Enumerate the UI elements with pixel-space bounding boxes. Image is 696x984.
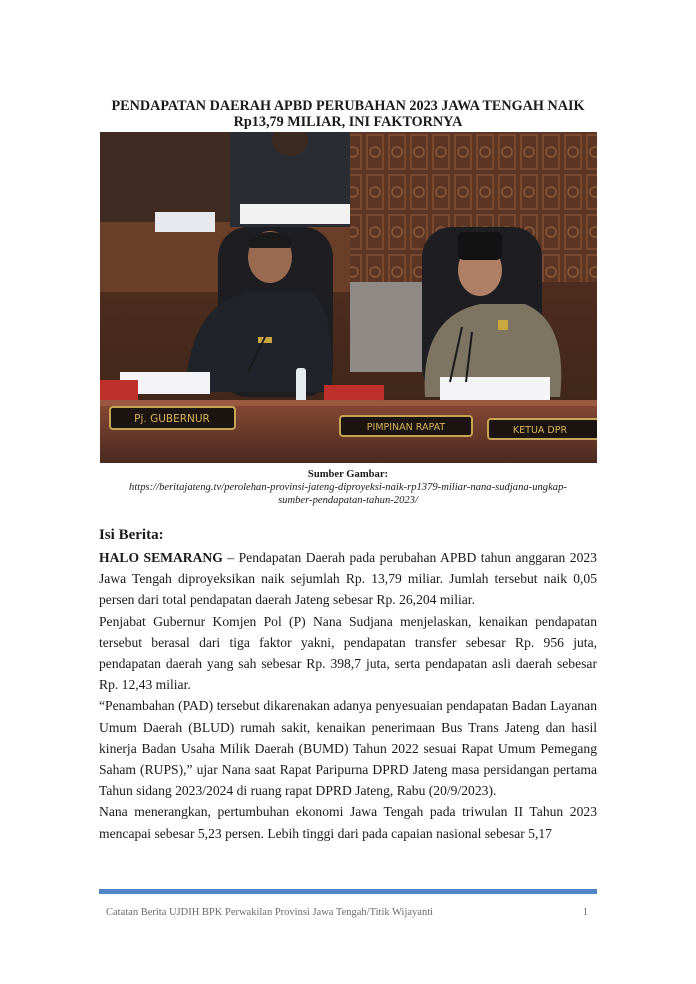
news-photo xyxy=(100,132,597,463)
paragraph-1 xyxy=(99,547,597,611)
caption-url-line-2: sumber-pendapatan-tahun-2023/ xyxy=(278,495,418,506)
article-title xyxy=(96,98,600,130)
section-heading: Isi Berita: xyxy=(99,527,164,543)
paragraph-2: Penjabat Gubernur Komjen Pol (P) Nana Sudjana menjelaskan, kenaikan pendapatan tersebut berasal dari tiga faktor yakni, pendapatan transfer sebesar Rp. 956 juta, pendapatan daerah yang sah sebesar Rp. 398,7 juta, serta pendapatan asli daerah sebesar Rp. 12,43 miliar. xyxy=(99,613,597,693)
caption-label: Sumber Gambar: xyxy=(307,469,389,480)
page-footer xyxy=(106,907,592,918)
caption-url-line-1: https://beritajateng.tv/perolehan-provinsi-jateng-diproyeksi-naik-rp1379-miliar-nana-sudjana-ungkap- xyxy=(129,482,567,493)
image-caption xyxy=(96,468,600,507)
nameplate-center: PIMPINAN RAPAT xyxy=(366,422,446,433)
article-body xyxy=(99,547,597,844)
paragraph-1-text: – Pendapatan Daerah pada perubahan APBD tahun anggaran 2023 Jawa Tengah diproyeksikan naik sejumlah Rp. 13,79 miliar. Jumlah tersebut naik 0,05 persen dari total pendapatan daerah Jateng sebesar Rp. 26,204 miliar. xyxy=(99,550,597,608)
article-title-line-1: PENDAPATAN DAERAH APBD PERUBAHAN 2023 JAWA TENGAH NAIK xyxy=(111,98,585,114)
paragraph-4: Nana menerangkan, pertumbuhan ekonomi Jawa Tengah pada triwulan II Tahun 2023 mencapai sebesar 5,23 persen. Lebih tinggi dari pada capaian nasional sebesar 5,17 xyxy=(99,804,597,841)
page-number: 1 xyxy=(582,907,588,918)
nameplate-left: Pj. GUBERNUR xyxy=(134,413,210,425)
nameplate-right: KETUA DPR xyxy=(512,425,568,436)
footer-divider xyxy=(99,889,597,894)
dateline: HALO SEMARANG xyxy=(99,550,223,565)
footer-text: Catatan Berita UJDIH BPK Perwakilan Provinsi Jawa Tengah/Titik Wijayanti xyxy=(106,907,434,918)
paragraph-3: “Penambahan (PAD) tersebut dikarenakan adanya penyesuaian pendapatan Badan Layanan Umum Daerah (BLUD) rumah sakit, kenaikan penerimaan Bus Trans Jateng dan hasil kinerja Badan Usaha Milik Daerah (BUMD) Tahun 2022 sesuai Rapat Umum Pemegang Saham (RUPS),” ujar Nana saat Rapat Paripurna DPRD Jateng masa persidangan pertama Tahun sidang 2023/2024 di ruang rapat DPRD Jateng, Rabu (20/9/2023). xyxy=(99,698,597,799)
article-title-line-2: Rp13,79 MILIAR, INI FAKTORNYA xyxy=(233,114,463,130)
